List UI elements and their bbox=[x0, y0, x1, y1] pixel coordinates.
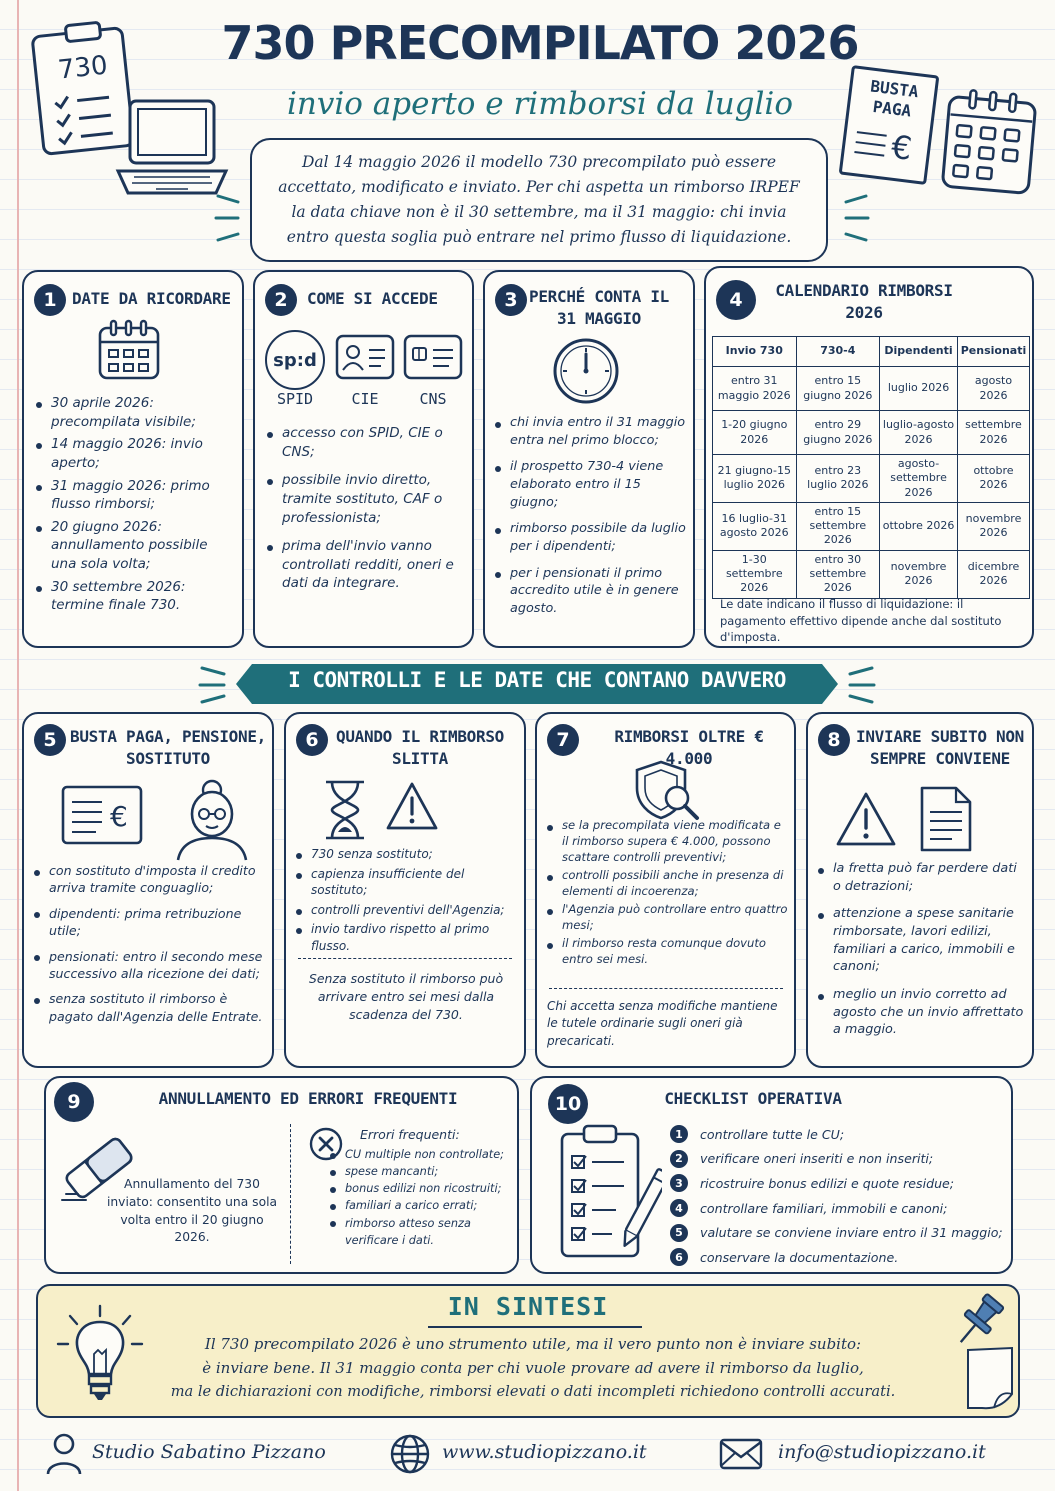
list-item: per i pensionati il primo accredito utile è in genere agosto. bbox=[493, 565, 689, 618]
list-item: 730 senza sostituto; bbox=[294, 846, 522, 863]
delay-note: Senza sostituto il rimborso può arrivare entro sei mesi dalla scadenza del 730. bbox=[308, 971, 504, 1023]
card-date-da-ricordare bbox=[22, 270, 244, 648]
card-come-si-accede bbox=[253, 270, 474, 648]
controls-list bbox=[545, 818, 791, 968]
list-item: CU multiple non controllate; bbox=[328, 1146, 514, 1163]
list-item: se la precompilata viene modificata e il rimborso supera € 4.000, possono scattare controlli preventivi; bbox=[545, 818, 791, 866]
page-subtitle: invio aperto e rimborsi da luglio bbox=[286, 86, 794, 122]
table-cell: 16 luglio-31 agosto 2026 bbox=[713, 502, 797, 550]
card-title: DATE DA RICORDARE bbox=[72, 289, 231, 308]
list-item: capienza insufficiente del sostituto; bbox=[294, 866, 522, 899]
table-row bbox=[713, 550, 1030, 598]
globe-icon bbox=[388, 1432, 432, 1476]
divider bbox=[549, 988, 783, 989]
card-number: 6 bbox=[296, 724, 328, 756]
summary-box bbox=[36, 1284, 1020, 1418]
checklist-text: valutare se conviene inviare entro il 31 maggio; bbox=[700, 1225, 1003, 1241]
calendar-icon bbox=[96, 318, 162, 382]
intro-accent-left bbox=[212, 188, 252, 248]
card-busta-paga bbox=[22, 712, 274, 1068]
card-title: QUANDO IL RIMBORSO SLITTA bbox=[336, 727, 504, 768]
checklist-item bbox=[670, 1245, 1010, 1270]
laptop-icon bbox=[112, 95, 232, 200]
card-number: 10 bbox=[548, 1084, 588, 1124]
card-number: 2 bbox=[265, 284, 297, 316]
table-cell: ottobre 2026 bbox=[880, 502, 958, 550]
list-item: attenzione a spese sanitarie rimborsate, lavori edilizi, familiari a carico, immobili e canoni; bbox=[816, 905, 1028, 976]
checklist-text: controllare tutte le CU; bbox=[700, 1126, 845, 1142]
pensioner-avatar-icon bbox=[170, 776, 254, 862]
payslip-list bbox=[32, 862, 268, 1025]
controls-note: Chi accetta senza modifiche mantiene le tutele ordinarie sugli oneri già precaricati. bbox=[547, 999, 778, 1048]
card-number: 5 bbox=[34, 724, 66, 756]
list-item: prima dell'invio vanno controllati redditi, oneri e dati da integrare. bbox=[265, 537, 465, 593]
list-item: senza sostituto il rimborso è pagato dall'Agenzia delle Entrate. bbox=[32, 990, 268, 1025]
checklist-text: controllare familiari, immobili e canoni; bbox=[700, 1200, 948, 1216]
footer-name: Studio Sabatino Pizzano bbox=[92, 1441, 326, 1463]
card-title: CALENDARIO RIMBORSI 2026 bbox=[775, 281, 953, 322]
cie-card-icon bbox=[335, 334, 395, 380]
table-cell: settembre 2026 bbox=[958, 411, 1030, 455]
checklist-text: ricostruire bonus edilizi e quote residue; bbox=[700, 1175, 955, 1191]
summary-underline bbox=[428, 1326, 642, 1328]
section-banner-title: I CONTROLLI E LE DATE CHE CONTANO DAVVERO bbox=[288, 668, 786, 692]
table-cell: 1-30 settembre 2026 bbox=[713, 550, 797, 598]
list-item: meglio un invio corretto ad agosto che un invio affrettato a maggio. bbox=[816, 986, 1028, 1039]
table-cell: entro 15 settembre 2026 bbox=[796, 502, 880, 550]
errors-list bbox=[328, 1146, 514, 1249]
card-title: ANNULLAMENTO ED ERRORI FREQUENTI bbox=[158, 1089, 458, 1108]
list-item: con sostituto d'imposta il credito arriva tramite conguaglio; bbox=[32, 862, 268, 897]
annulment-text: Annullamento del 730 inviato: consentito una sola volta entro il 20 giugno 2026. bbox=[106, 1177, 278, 1245]
delay-reasons-list bbox=[294, 846, 522, 954]
card-number: 1 bbox=[34, 284, 66, 316]
list-item: dipendenti: prima retribuzione utile; bbox=[32, 905, 268, 940]
list-item: 20 giugno 2026: annullamento possibile una sola volta; bbox=[34, 518, 234, 574]
table-cell: entro 29 giugno 2026 bbox=[796, 411, 880, 455]
list-item: controlli possibili anche in presenza di elementi di incoerenza; bbox=[545, 868, 791, 900]
list-item: 14 maggio 2026: invio aperto; bbox=[34, 435, 234, 472]
busta-paga-label: BUSTA PAGA bbox=[869, 76, 920, 121]
card-number: 9 bbox=[54, 1082, 94, 1122]
list-item: il prospetto 730-4 viene elaborato entro il 15 giugno; bbox=[493, 458, 689, 511]
euro-symbol: € bbox=[889, 127, 914, 168]
intro-accent-right bbox=[832, 188, 872, 248]
card-number: 4 bbox=[716, 280, 756, 320]
list-item: il rimborso resta comunque dovuto entro sei mesi. bbox=[545, 936, 791, 968]
card-title: CHECKLIST OPERATIVA bbox=[664, 1089, 842, 1108]
card-perche-conta bbox=[483, 270, 695, 648]
list-item: spese mancanti; bbox=[328, 1163, 514, 1180]
card-checklist-operativa bbox=[530, 1076, 1013, 1274]
list-item: pensionati: entro il secondo mese successivo alla ricezione dei dati; bbox=[32, 948, 268, 983]
clock-icon bbox=[551, 336, 621, 406]
checklist-item bbox=[670, 1171, 1010, 1196]
banner-accent-left bbox=[196, 660, 236, 710]
table-cell: luglio 2026 bbox=[880, 367, 958, 411]
list-item: 31 maggio 2026: primo flusso rimborsi; bbox=[34, 477, 234, 514]
card-rimborso-slitta bbox=[284, 712, 526, 1068]
card-title: PERCHÉ CONTA IL 31 MAGGIO bbox=[529, 287, 669, 328]
intro-box bbox=[250, 138, 828, 262]
card-number: 3 bbox=[495, 284, 527, 316]
card-title: BUSTA PAGA, PENSIONE, SOSTITUTO bbox=[70, 727, 266, 768]
table-cell: novembre 2026 bbox=[958, 502, 1030, 550]
table-cell: ottobre 2026 bbox=[958, 455, 1030, 503]
list-item: invio tardivo rispetto al primo flusso. bbox=[294, 921, 522, 954]
checklist-text: conservare la documentazione. bbox=[700, 1249, 899, 1265]
intro-text: Dal 14 maggio 2026 il modello 730 precompilato può essere accettato, modificato e inviato. Per chi aspetta un rimborso IRPEF la data chiave non è il 30 settembre, ma il 31 maggio: chi invia entro questa soglia può entrare nel primo flusso di liquidazione. bbox=[278, 153, 800, 247]
document-icon bbox=[916, 784, 976, 854]
clipboard-label: 730 bbox=[56, 50, 110, 86]
checklist-item bbox=[670, 1196, 1010, 1221]
card-title: INVIARE SUBITO NON SEMPRE CONVIENE bbox=[856, 727, 1024, 768]
footer-website-link[interactable]: www.studiopizzano.it bbox=[442, 1441, 647, 1463]
table-cell: 1-20 giugno 2026 bbox=[713, 411, 797, 455]
table-header-row bbox=[713, 337, 1030, 367]
column-header: Dipendenti bbox=[880, 337, 958, 367]
mail-icon bbox=[718, 1436, 764, 1472]
errors-title: Errori frequenti: bbox=[360, 1127, 460, 1142]
caution-list bbox=[816, 860, 1028, 1039]
checklist-number: 3 bbox=[670, 1174, 688, 1192]
column-header: Invio 730 bbox=[713, 337, 797, 367]
list-item: l'Agenzia può controllare entro quattro mesi; bbox=[545, 902, 791, 934]
list-item: controlli preventivi dell'Agenzia; bbox=[294, 902, 522, 919]
summary-line-3: ma le dichiarazioni con modifiche, rimborsi elevati o dati incompleti richiedono controlli accurati. bbox=[170, 1383, 896, 1400]
table-cell: dicembre 2026 bbox=[958, 550, 1030, 598]
table-cell: 21 giugno-15 luglio 2026 bbox=[713, 455, 797, 503]
summary-title: IN SINTESI bbox=[447, 1292, 609, 1321]
table-cell: entro 31 maggio 2026 bbox=[713, 367, 797, 411]
table-cell: luglio-agosto 2026 bbox=[880, 411, 958, 455]
table-row bbox=[713, 455, 1030, 503]
list-item: 30 aprile 2026: precompilata visibile; bbox=[34, 394, 234, 431]
checklist-item bbox=[670, 1220, 1010, 1245]
checklist-text: verificare oneri inseriti e non inseriti; bbox=[700, 1151, 934, 1167]
cie-label: CIE bbox=[351, 390, 379, 408]
spid-icon bbox=[265, 330, 325, 390]
payslip-icon bbox=[60, 784, 146, 848]
table-row bbox=[713, 502, 1030, 550]
hourglass-icon bbox=[322, 778, 368, 842]
checklist-number: 4 bbox=[670, 1199, 688, 1217]
divider-vertical bbox=[290, 1124, 291, 1264]
checklist-clipboard-icon bbox=[556, 1122, 662, 1262]
refund-calendar-table bbox=[712, 336, 1030, 599]
table-cell: novembre 2026 bbox=[880, 550, 958, 598]
dates-list bbox=[34, 394, 234, 615]
table-row bbox=[713, 367, 1030, 411]
checklist-number: 2 bbox=[670, 1150, 688, 1168]
banner-accent-right bbox=[838, 660, 878, 710]
table-row bbox=[713, 411, 1030, 455]
card-number: 8 bbox=[818, 724, 850, 756]
table-cell: entro 15 giugno 2026 bbox=[796, 367, 880, 411]
page-title: 730 PRECOMPILATO 2026 bbox=[221, 16, 859, 70]
list-item: bonus edilizi non ricostruiti; bbox=[328, 1180, 514, 1197]
list-item: la fretta può far perdere dati o detrazioni; bbox=[816, 860, 1028, 895]
list-item: familiari a carico errati; bbox=[328, 1197, 514, 1214]
warning-icon bbox=[834, 790, 898, 850]
pushpin-note-icon bbox=[938, 1290, 1020, 1414]
busta-paga-icon bbox=[839, 65, 940, 185]
card-rimborsi-oltre-4000 bbox=[535, 712, 796, 1068]
access-list bbox=[265, 424, 465, 593]
shield-search-icon bbox=[627, 758, 707, 824]
card-title: COME SI ACCEDE bbox=[307, 289, 438, 308]
card-inviare-subito bbox=[806, 712, 1034, 1068]
summary-line-2: è inviare bene. Il 31 maggio conta per chi vuole provare ad avere il rimborso da luglio, bbox=[202, 1359, 864, 1377]
person-icon bbox=[44, 1432, 84, 1476]
list-item: accesso con SPID, CIE o CNS; bbox=[265, 424, 465, 461]
card-number: 7 bbox=[547, 724, 579, 756]
checklist-item bbox=[670, 1122, 1010, 1147]
column-header: Pensionati bbox=[958, 337, 1030, 367]
table-cell: entro 23 luglio 2026 bbox=[796, 455, 880, 503]
checklist-item bbox=[670, 1147, 1010, 1172]
cns-card-icon bbox=[403, 334, 463, 380]
cns-label: CNS bbox=[419, 390, 447, 408]
checklist-number: 1 bbox=[670, 1125, 688, 1143]
calendar-note: Le date indicano il flusso di liquidazione: il pagamento effettivo dipende anche dal sostituto d'imposta. bbox=[720, 597, 1002, 645]
checklist-number: 6 bbox=[670, 1248, 688, 1266]
checklist-number: 5 bbox=[670, 1224, 688, 1242]
spid-logo: sp:d bbox=[273, 349, 317, 371]
list-item: 30 settembre 2026: termine finale 730. bbox=[34, 578, 234, 615]
list-item: chi invia entro il 31 maggio entra nel primo blocco; bbox=[493, 414, 689, 449]
spid-label: SPID bbox=[276, 390, 314, 408]
footer-email-link[interactable]: info@studiopizzano.it bbox=[778, 1441, 986, 1463]
card-annullamento-errori bbox=[44, 1076, 519, 1274]
list-item: possibile invio diretto, tramite sostituto, CAF o professionista; bbox=[265, 471, 465, 527]
svg-text:€: € bbox=[110, 800, 128, 833]
column-header: 730-4 bbox=[796, 337, 880, 367]
card-calendario-rimborsi bbox=[704, 266, 1034, 648]
reasons-list bbox=[493, 414, 689, 618]
card-title: RIMBORSI OLTRE € 4.000 bbox=[614, 727, 764, 768]
summary-line-1: Il 730 precompilato 2026 è uno strumento utile, ma il vero punto non è inviare subito: bbox=[204, 1335, 862, 1353]
list-item: rimborso atteso senza verificare i dati. bbox=[328, 1215, 514, 1249]
table-cell: agosto 2026 bbox=[958, 367, 1030, 411]
warning-icon bbox=[384, 780, 440, 834]
divider bbox=[298, 958, 512, 959]
checklist-items bbox=[670, 1122, 1010, 1270]
calendar-icon bbox=[940, 88, 1040, 198]
table-cell: agosto-settembre 2026 bbox=[880, 455, 958, 503]
table-cell: entro 30 settembre 2026 bbox=[796, 550, 880, 598]
list-item: rimborso possibile da luglio per i dipendenti; bbox=[493, 520, 689, 555]
